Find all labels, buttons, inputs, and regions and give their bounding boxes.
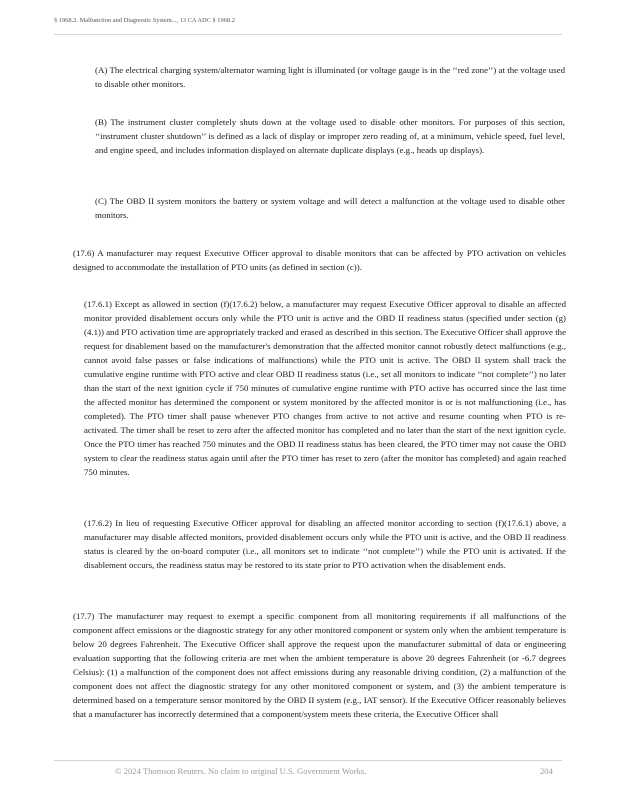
paragraph-17-7: (17.7) The manufacturer may request to exempt a specific component from all monitoring requirements if all malfunctions of the component affect emissions or the diagnostic strategy for any other monitored component or system only when the ambient temperature is below 20 degrees Fahrenheit. The Executive Officer shall approve the request upon the manufacturer submittal of data or engineering evaluation supporting that the following criteria are met when the ambient temperature is above 20 degrees Fahrenheit (or -6.7 degrees Celsius): (1) a malfunction of the component does not affect emissions during any reasonable driving condition, (2) a malfunction of the component does not affect the diagnostic strategy for any other monitored component or system, and (3) the ambient temperature is determined based on a temperature sensor monitored by the OBD II system (e.g., IAT sensor). If the Executive Officer reasonably believes that a manufacturer has incorrectly determined that a component/system meets these criteria, the Executive Officer shall	[73, 611, 566, 719]
paragraph-b: (B) The instrument cluster completely shuts down at the voltage used to disable other monitors. For purposes of this section, ‘‘instrument cluster shutdown’’ is defined as a lack of display or improper zero reading of, at a minimum, vehicle speed, fuel level, and engine speed, and includes information displayed on alternate duplicate displays (e.g., heads up displays).	[95, 117, 565, 155]
copyright-notice: © 2024 Thomson Reuters. No claim to original U.S. Government Works.	[115, 766, 367, 776]
paragraph-17-6-1: (17.6.1) Except as allowed in section (f)(17.6.2) below, a manufacturer may request Executive Officer approval to disable an affected monitor provided disablement occurs only while the PTO unit is active and the OBD II readiness status (specified under section (g)(4.1)) and PTO activation time are appropriately tracked and erased as described in this section. The Executive Officer shall approve the request for disablement based on the manufacturer's demonstration that the affected monitor cannot robustly detect malfunctions (e.g., cannot avoid false passes or false indications of malfunctions) while the PTO unit is active. The OBD II system shall track the cumulative engine runtime with PTO active and clear OBD II readiness status (i.e., set all monitors to indicate ‘‘not complete’’) no later than the start of the next ignition cycle if 750 minutes of cumulative engine runtime with PTO active has occurred since the last time the affected monitor has determined the component or system monitored by the affected monitor is or is not malfunctioning (i.e., has completed). The PTO timer shall pause whenever PTO changes from active to not active and resume counting when PTO is re-activated. The timer shall be reset to zero after the affected monitor has completed and no later than the start of the next ignition cycle. Once the PTO timer has reached 750 minutes and the OBD II readiness status has been cleared, the PTO timer may not cause the OBD system to clear the readiness status again until after the PTO timer has reset to zero (after the monitor has completed) and again reached 750 minutes.	[84, 299, 566, 477]
running-header: § 1968.2. Malfunction and Diagnostic System..., 13 CA ADC § 1968.2	[54, 17, 235, 24]
paragraph-17-6: (17.6) A manufacturer may request Executive Officer approval to disable monitors that can be affected by PTO activation on vehicles designed to accommodate the installation of PTO units (as defined in section (c)).	[73, 248, 566, 272]
footer-divider	[54, 760, 562, 761]
paragraph-17-6-2: (17.6.2) In lieu of requesting Executive Officer approval for disabling an affected monitor according to section (f)(17.6.1) above, a manufacturer may disable affected monitors, provided disablement occurs only while the PTO unit is active, and the OBD II readiness status is cleared by the on-board computer (i.e., all monitors set to indicate ‘‘not complete’’) while the PTO unit is activated. If the disablement occurs, the readiness status may be restored to its state prior to PTO activation when the disablement ends.	[84, 518, 566, 570]
paragraph-c: (C) The OBD II system monitors the battery or system voltage and will detect a malfunction at the voltage used to disable other monitors.	[95, 196, 565, 220]
paragraph-a: (A) The electrical charging system/alternator warning light is illuminated (or voltage gauge is in the ‘‘red zone’’) at the voltage used to disable other monitors.	[95, 65, 565, 89]
header-divider	[54, 34, 562, 35]
page-number: 204	[540, 766, 553, 776]
